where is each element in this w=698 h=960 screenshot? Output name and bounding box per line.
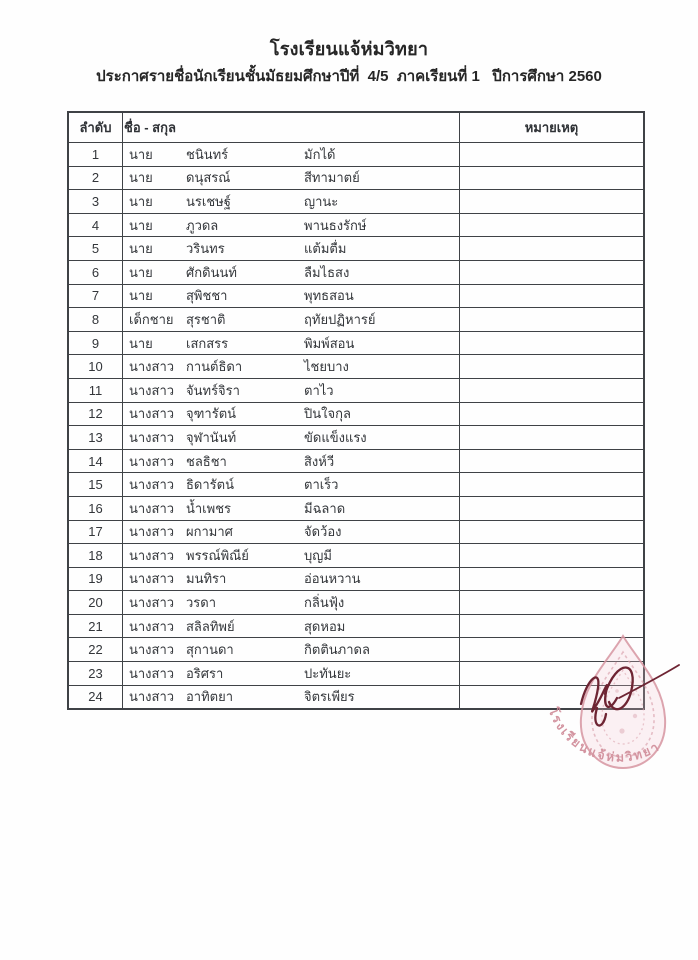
row-remark bbox=[460, 426, 645, 450]
row-number: 18 bbox=[68, 544, 123, 568]
table-row bbox=[68, 355, 644, 379]
row-name bbox=[123, 213, 460, 237]
name-last: แต้มตื่ม bbox=[304, 241, 347, 257]
name-last: พุทธสอน bbox=[304, 288, 354, 304]
table-row bbox=[68, 284, 644, 308]
table-row bbox=[68, 166, 644, 190]
row-name bbox=[123, 614, 460, 638]
name-first: สุพิชชา bbox=[186, 288, 228, 304]
name-title: นางสาว bbox=[129, 595, 175, 611]
row-name bbox=[123, 496, 460, 520]
name-last: กลิ่นฟุ้ง bbox=[304, 595, 345, 611]
row-remark bbox=[460, 473, 645, 497]
name-last: ปินใจกุล bbox=[304, 406, 351, 422]
row-remark bbox=[460, 355, 645, 379]
name-title: นางสาว bbox=[129, 642, 175, 658]
row-name bbox=[123, 355, 460, 379]
name-first: จุฬานันท์ bbox=[186, 429, 237, 445]
row-remark bbox=[460, 662, 645, 686]
name-first: ภูวดล bbox=[186, 217, 219, 233]
table-row bbox=[68, 190, 644, 214]
row-name bbox=[123, 449, 460, 473]
name-last: ขัดแข็งแรง bbox=[304, 429, 367, 445]
name-first: ชลธิชา bbox=[186, 453, 227, 469]
name-title: นางสาว bbox=[129, 406, 175, 422]
table-row bbox=[68, 520, 644, 544]
name-first: กานต์ธิดา bbox=[186, 359, 243, 375]
table-row bbox=[68, 638, 644, 662]
table-row bbox=[68, 143, 644, 167]
name-title: นางสาว bbox=[129, 689, 175, 705]
name-first: นรเชษฐ์ bbox=[186, 193, 231, 209]
row-remark bbox=[460, 213, 645, 237]
row-name bbox=[123, 685, 460, 709]
name-last: มักได้ bbox=[304, 146, 336, 162]
row-remark bbox=[460, 449, 645, 473]
row-remark bbox=[460, 520, 645, 544]
name-last: พานธงรักษ์ bbox=[304, 217, 367, 233]
table-row bbox=[68, 237, 644, 261]
name-title: นางสาว bbox=[129, 429, 175, 445]
row-remark bbox=[460, 378, 645, 402]
row-number: 19 bbox=[68, 567, 123, 591]
row-number: 10 bbox=[68, 355, 123, 379]
row-number: 11 bbox=[68, 378, 123, 402]
name-last: สุดหอม bbox=[304, 618, 346, 634]
name-first: สุรชาติ bbox=[186, 311, 226, 327]
table-header bbox=[68, 112, 644, 143]
row-name bbox=[123, 544, 460, 568]
name-title: นาย bbox=[129, 146, 153, 162]
name-first: อริศรา bbox=[186, 665, 224, 681]
row-name bbox=[123, 237, 460, 261]
table-row bbox=[68, 662, 644, 686]
row-number: 13 bbox=[68, 426, 123, 450]
name-title: นางสาว bbox=[129, 500, 175, 516]
row-number: 20 bbox=[68, 591, 123, 615]
row-number: 23 bbox=[68, 662, 123, 686]
row-remark bbox=[460, 143, 645, 167]
row-name bbox=[123, 378, 460, 402]
name-title: นางสาว bbox=[129, 382, 175, 398]
student-list-table bbox=[67, 111, 645, 710]
row-remark bbox=[460, 308, 645, 332]
name-first: วรดา bbox=[186, 595, 217, 611]
row-number: 1 bbox=[68, 143, 123, 167]
name-first: จันทร์จิรา bbox=[186, 382, 240, 398]
table-row bbox=[68, 614, 644, 638]
row-number: 7 bbox=[68, 284, 123, 308]
name-title: นาย bbox=[129, 335, 153, 351]
name-first: ชนินทร์ bbox=[186, 146, 229, 162]
row-name bbox=[123, 638, 460, 662]
name-first: ดนุสรณ์ bbox=[186, 170, 231, 186]
row-number: 15 bbox=[68, 473, 123, 497]
name-first: วรินทร bbox=[186, 241, 225, 257]
table-row bbox=[68, 378, 644, 402]
name-last: ฤทัยปฏิหารย์ bbox=[304, 311, 376, 327]
table-row bbox=[68, 308, 644, 332]
name-title: นาย bbox=[129, 241, 153, 257]
name-first: พรรณ์พิณีย์ bbox=[186, 547, 249, 563]
row-name bbox=[123, 402, 460, 426]
table-row bbox=[68, 449, 644, 473]
row-number: 5 bbox=[68, 237, 123, 261]
name-first: ศักดินนท์ bbox=[186, 264, 237, 280]
name-first: ผกามาศ bbox=[186, 524, 233, 540]
name-first: จุฑารัตน์ bbox=[186, 406, 237, 422]
row-number: 24 bbox=[68, 685, 123, 709]
row-number: 14 bbox=[68, 449, 123, 473]
row-remark bbox=[460, 190, 645, 214]
row-remark bbox=[460, 402, 645, 426]
table-row bbox=[68, 544, 644, 568]
table-row bbox=[68, 473, 644, 497]
row-name bbox=[123, 284, 460, 308]
row-number: 3 bbox=[68, 190, 123, 214]
row-name bbox=[123, 260, 460, 284]
row-remark bbox=[460, 284, 645, 308]
name-last: มีฉลาด bbox=[304, 500, 346, 516]
name-first: เสกสรร bbox=[186, 335, 229, 351]
row-remark bbox=[460, 496, 645, 520]
header-number: ลำดับ bbox=[68, 112, 123, 143]
name-title: นาย bbox=[129, 217, 153, 233]
name-title: นางสาว bbox=[129, 524, 175, 540]
table-row bbox=[68, 685, 644, 709]
name-last: กิตตินภาดล bbox=[304, 642, 370, 658]
name-first: ธิดารัตน์ bbox=[186, 477, 234, 493]
row-remark bbox=[460, 591, 645, 615]
name-title: นาย bbox=[129, 264, 153, 280]
name-first: สลิลทิพย์ bbox=[186, 618, 235, 634]
row-name bbox=[123, 166, 460, 190]
name-title: นางสาว bbox=[129, 665, 175, 681]
row-remark bbox=[460, 331, 645, 355]
name-last: ไชยบาง bbox=[304, 359, 349, 375]
row-number: 21 bbox=[68, 614, 123, 638]
table-row bbox=[68, 591, 644, 615]
row-remark bbox=[460, 166, 645, 190]
row-remark bbox=[460, 638, 645, 662]
name-title: นาย bbox=[129, 193, 153, 209]
table-row bbox=[68, 331, 644, 355]
row-number: 8 bbox=[68, 308, 123, 332]
table-row bbox=[68, 496, 644, 520]
name-last: ลืมไธสง bbox=[304, 264, 350, 280]
name-last: พิมพ์สอน bbox=[304, 335, 355, 351]
row-number: 22 bbox=[68, 638, 123, 662]
row-name bbox=[123, 143, 460, 167]
name-last: ญานะ bbox=[304, 193, 339, 209]
row-name bbox=[123, 426, 460, 450]
name-first: มนทิรา bbox=[186, 571, 227, 587]
row-remark bbox=[460, 614, 645, 638]
name-title: นาย bbox=[129, 288, 153, 304]
svg-text:โรงเรียนแจ้ห่มวิทยา: โรงเรียนแจ้ห่มวิทยา bbox=[545, 705, 663, 765]
row-number: 16 bbox=[68, 496, 123, 520]
row-remark bbox=[460, 685, 645, 709]
name-title: นางสาว bbox=[129, 477, 175, 493]
row-name bbox=[123, 473, 460, 497]
name-last: จัดว้อง bbox=[304, 524, 342, 540]
table-row bbox=[68, 213, 644, 237]
name-first: สุกานดา bbox=[186, 642, 234, 658]
row-name bbox=[123, 662, 460, 686]
row-name bbox=[123, 520, 460, 544]
row-number: 2 bbox=[68, 166, 123, 190]
name-last: สีทามาตย์ bbox=[304, 170, 360, 186]
name-title: นางสาว bbox=[129, 571, 175, 587]
name-title: นางสาว bbox=[129, 453, 175, 469]
name-title: นางสาว bbox=[129, 618, 175, 634]
name-title: นาย bbox=[129, 170, 153, 186]
row-number: 17 bbox=[68, 520, 123, 544]
table-row bbox=[68, 402, 644, 426]
header-remark: หมายเหตุ bbox=[460, 112, 645, 143]
name-title: นางสาว bbox=[129, 547, 175, 563]
table-row bbox=[68, 426, 644, 450]
name-last: ตาเร็ว bbox=[304, 477, 339, 493]
row-remark bbox=[460, 260, 645, 284]
row-remark bbox=[460, 237, 645, 261]
name-title: นางสาว bbox=[129, 359, 175, 375]
row-name bbox=[123, 190, 460, 214]
row-number: 6 bbox=[68, 260, 123, 284]
table-row bbox=[68, 260, 644, 284]
row-remark bbox=[460, 544, 645, 568]
name-last: จิตรเพียร bbox=[304, 689, 355, 705]
row-number: 12 bbox=[68, 402, 123, 426]
name-last: สิงห์วี bbox=[304, 453, 335, 469]
student-table-body bbox=[68, 143, 644, 710]
table-row bbox=[68, 567, 644, 591]
name-last: ตาไว bbox=[304, 382, 334, 398]
row-name bbox=[123, 567, 460, 591]
name-last: ปะทันยะ bbox=[304, 665, 352, 681]
row-number: 4 bbox=[68, 213, 123, 237]
row-number: 9 bbox=[68, 331, 123, 355]
name-first: อาทิตยา bbox=[186, 689, 234, 705]
name-last: อ่อนหวาน bbox=[304, 571, 361, 587]
row-name bbox=[123, 331, 460, 355]
row-remark bbox=[460, 567, 645, 591]
school-name-title: โรงเรียนแจ้ห่มวิทยา bbox=[269, 39, 429, 59]
row-name bbox=[123, 591, 460, 615]
name-last: บุญมี bbox=[304, 547, 332, 563]
row-name bbox=[123, 308, 460, 332]
announcement-subtitle: ประกาศรายชื่อนักเรียนชั้นมัธยมศึกษาปีที่ 4/5 ภาคเรียนที่ 1 ปีการศึกษา 2560 bbox=[96, 68, 602, 85]
header-name: ชื่อ - สกุล bbox=[123, 112, 460, 143]
name-title: เด็กชาย bbox=[129, 311, 174, 327]
name-first: น้ำเพชร bbox=[186, 500, 232, 516]
